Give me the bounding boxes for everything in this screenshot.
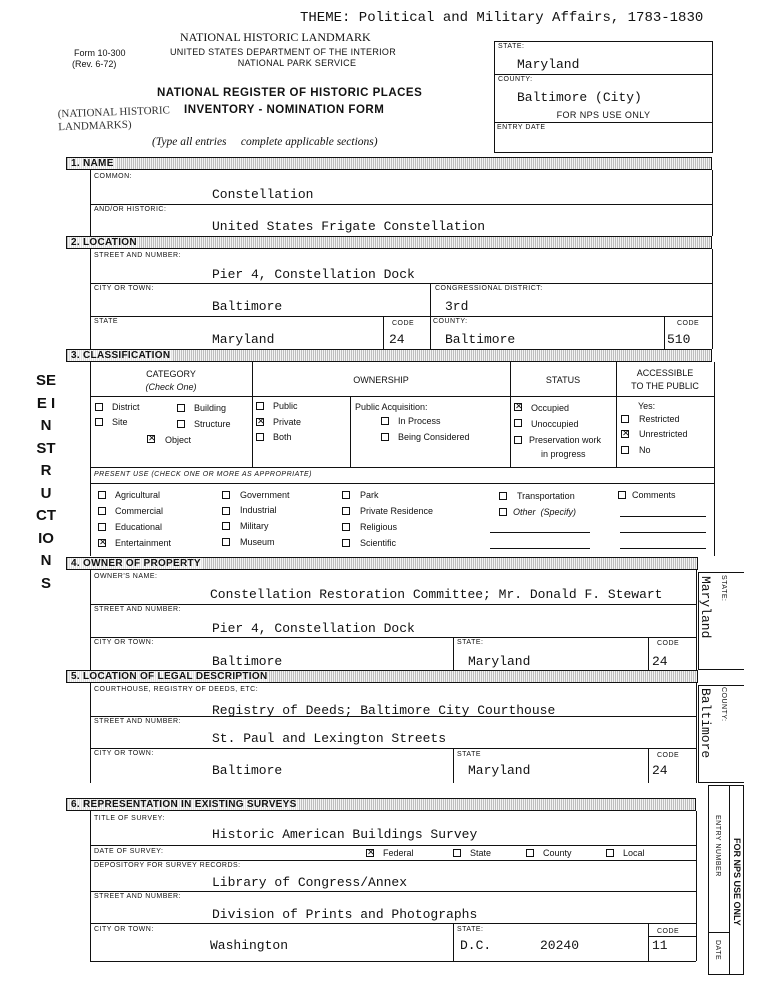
- industrial-checkbox[interactable]: [222, 507, 230, 515]
- historic-name-value: United States Frigate Constellation: [212, 219, 486, 234]
- landmark-stamp: (NATIONAL HISTORIC LANDMARKS): [57, 104, 171, 134]
- location-street-value: Pier 4, Constellation Dock: [212, 267, 415, 282]
- religious-checkbox[interactable]: [342, 523, 350, 531]
- commercial-option: Commercial: [115, 506, 164, 516]
- entry-number-label: ENTRY NUMBER: [714, 815, 721, 877]
- legal-city-label: CITY OR TOWN:: [94, 750, 154, 757]
- nps-county-value: Baltimore (City): [517, 90, 642, 105]
- building-option: Building: [194, 403, 227, 413]
- accessible-label-2: TO THE PUBLIC: [631, 381, 699, 391]
- local-survey-option: Local: [623, 848, 645, 858]
- object-checkbox[interactable]: ✕: [148, 434, 156, 444]
- accessible-yes-label: Yes:: [638, 401, 656, 411]
- federal-option: Federal: [383, 848, 414, 858]
- legal-state-value: Maryland: [468, 763, 531, 778]
- nps-state-label: STATE:: [498, 43, 525, 50]
- military-option: Military: [240, 521, 269, 531]
- scientific-checkbox[interactable]: [342, 539, 350, 547]
- depository-label: DEPOSITORY FOR SURVEY RECORDS:: [94, 862, 241, 869]
- section-2-header: 2. LOCATION: [66, 236, 712, 249]
- nps-use-only: FOR NPS USE ONLY: [556, 110, 651, 120]
- religious-option: Religious: [360, 522, 398, 532]
- legal-street-value: St. Paul and Lexington Streets: [212, 731, 447, 746]
- district-value: 3rd: [445, 299, 469, 314]
- location-state-value: Maryland: [212, 332, 275, 347]
- entry-date-label: ENTRY DATE: [497, 124, 546, 131]
- being-considered-checkbox[interactable]: [381, 433, 389, 441]
- other-checkbox[interactable]: [499, 508, 507, 516]
- educational-option: Educational: [115, 522, 163, 532]
- site-checkbox[interactable]: [95, 418, 103, 426]
- preservation-checkbox[interactable]: [514, 436, 522, 444]
- check-one-label: (Check One): [145, 382, 197, 392]
- building-checkbox[interactable]: [177, 404, 185, 412]
- owner-street-label: STREET AND NUMBER:: [94, 606, 182, 613]
- common-label: COMMON:: [94, 173, 133, 180]
- transportation-checkbox[interactable]: [499, 492, 507, 500]
- scientific-option: Scientific: [360, 538, 397, 548]
- nps-county-label: COUNTY:: [498, 76, 533, 83]
- accessible-label-1: ACCESSIBLE: [636, 368, 694, 378]
- object-option: Object: [165, 435, 192, 445]
- restricted-option: Restricted: [639, 414, 680, 424]
- county-code-label: CODE: [677, 320, 700, 327]
- owner-city-label: CITY OR TOWN:: [94, 639, 154, 646]
- legal-code-value: 24: [652, 763, 668, 778]
- no-access-checkbox[interactable]: [621, 446, 629, 454]
- being-considered-option: Being Considered: [398, 432, 470, 442]
- section-5-header: 5. LOCATION OF LEGAL DESCRIPTION: [66, 670, 698, 683]
- section-6-header: 6. REPRESENTATION IN EXISTING SURVEYS: [66, 798, 696, 811]
- entertainment-checkbox[interactable]: ✕: [99, 538, 107, 548]
- survey-zip-value: 20240: [540, 938, 580, 953]
- type-instructions: (Type all entries complete applicable sections): [152, 136, 378, 148]
- educational-checkbox[interactable]: [98, 523, 106, 531]
- unoccupied-checkbox[interactable]: [514, 419, 522, 427]
- comments-line-2: [620, 532, 706, 533]
- district-checkbox[interactable]: [95, 403, 103, 411]
- government-checkbox[interactable]: [222, 491, 230, 499]
- survey-state-label: STATE:: [457, 926, 484, 933]
- entry-date-side-label: DATE: [714, 940, 721, 961]
- survey-code-value: 11: [652, 938, 668, 953]
- form-number: Form 10-300: [74, 48, 126, 58]
- location-county-value: Baltimore: [445, 332, 516, 347]
- ownership-label: OWNERSHIP: [353, 375, 409, 385]
- form-title: NATIONAL REGISTER OF HISTORIC PLACES: [157, 87, 423, 99]
- museum-checkbox[interactable]: [222, 538, 230, 546]
- historic-label: AND/OR HISTORIC:: [94, 206, 167, 213]
- private-residence-checkbox[interactable]: [342, 507, 350, 515]
- county-code-value: 510: [667, 332, 691, 347]
- industrial-option: Industrial: [240, 505, 277, 515]
- owner-side-state: Maryland: [698, 576, 713, 639]
- unoccupied-option: Unoccupied: [531, 419, 579, 429]
- legal-side-label: COUNTY:: [720, 687, 727, 722]
- see-instructions-side: SEE INSTRUCTIONS: [36, 372, 57, 592]
- occupied-checkbox[interactable]: ✕: [515, 402, 523, 412]
- district-option: District: [112, 402, 140, 412]
- local-survey-checkbox[interactable]: [606, 849, 614, 857]
- private-residence-option: Private Residence: [360, 506, 434, 516]
- landmark-title: NATIONAL HISTORIC LANDMARK: [180, 30, 371, 44]
- courthouse-label: COURTHOUSE, REGISTRY OF DEEDS, ETC:: [94, 686, 259, 693]
- district-label: CONGRESSIONAL DISTRICT:: [435, 285, 543, 292]
- restricted-checkbox[interactable]: [621, 415, 629, 423]
- location-street-label: STREET AND NUMBER:: [94, 252, 182, 259]
- site-option: Site: [112, 417, 128, 427]
- survey-city-label: CITY OR TOWN:: [94, 926, 154, 933]
- location-city-value: Baltimore: [212, 299, 283, 314]
- survey-title-value: Historic American Buildings Survey: [212, 827, 478, 842]
- owner-name-value: Constellation Restoration Committee; Mr. Donald F. Stewart: [210, 587, 663, 602]
- government-option: Government: [240, 490, 290, 500]
- legal-code-label: CODE: [657, 752, 680, 759]
- legal-city-value: Baltimore: [212, 763, 283, 778]
- owner-state-label: STATE:: [457, 639, 484, 646]
- comments-line-3: [620, 548, 706, 549]
- other-option: Other (Specify): [513, 507, 577, 517]
- agency-line: NATIONAL PARK SERVICE: [237, 58, 357, 68]
- no-access-option: No: [639, 445, 651, 455]
- state-code-value: 24: [389, 332, 405, 347]
- both-checkbox[interactable]: [256, 433, 264, 441]
- survey-state-value: D.C.: [460, 938, 492, 953]
- section-1-header: 1. NAME: [66, 157, 712, 170]
- state-survey-checkbox[interactable]: [453, 849, 461, 857]
- unrestricted-checkbox[interactable]: ✕: [622, 429, 630, 439]
- owner-name-label: OWNER'S NAME:: [94, 573, 158, 580]
- legal-state-label: STATE: [457, 751, 482, 758]
- owner-code-label: CODE: [657, 640, 680, 647]
- owner-street-value: Pier 4, Constellation Dock: [212, 621, 415, 636]
- survey-street-value: Division of Prints and Photographs: [212, 907, 478, 922]
- in-process-checkbox[interactable]: [381, 417, 389, 425]
- agricultural-option: Agricultural: [115, 490, 161, 500]
- structure-checkbox[interactable]: [177, 420, 185, 428]
- unrestricted-option: Unrestricted: [639, 429, 688, 439]
- location-city-label: CITY OR TOWN:: [94, 285, 154, 292]
- depository-value: Library of Congress/Annex: [212, 875, 408, 890]
- transportation-option: Transportation: [517, 491, 575, 501]
- public-acquisition-label: Public Acquisition:: [355, 402, 428, 412]
- section-4-header: 4. OWNER OF PROPERTY: [66, 557, 698, 570]
- nps-state-value: Maryland: [517, 57, 580, 72]
- comments-checkbox[interactable]: [618, 491, 626, 499]
- nps-side-label: FOR NPS USE ONLY: [732, 838, 742, 926]
- survey-date-label: DATE OF SURVEY:: [94, 848, 164, 855]
- private-checkbox[interactable]: ✕: [257, 417, 265, 427]
- preservation-option-line2: in progress: [541, 449, 586, 459]
- county-survey-option: County: [543, 848, 572, 858]
- military-checkbox[interactable]: [222, 522, 230, 530]
- owner-code-value: 24: [652, 654, 668, 669]
- museum-option: Museum: [240, 537, 275, 547]
- location-county-label: COUNTY:: [433, 318, 468, 325]
- state-survey-option: State: [470, 848, 492, 858]
- county-survey-checkbox[interactable]: [526, 849, 534, 857]
- survey-title-label: TITLE OF SURVEY:: [94, 815, 165, 822]
- legal-street-label: STREET AND NUMBER:: [94, 718, 182, 725]
- present-use-label: PRESENT USE (CHECK ONE OR MORE AS APPROPRIATE): [94, 471, 312, 478]
- location-state-label: STATE: [94, 318, 119, 325]
- legal-side-county: Baltimore: [698, 688, 713, 759]
- comments-option: Comments: [632, 490, 676, 500]
- other-line-1: [490, 532, 590, 533]
- form-subtitle: INVENTORY - NOMINATION FORM: [184, 104, 385, 116]
- private-option: Private: [273, 417, 302, 427]
- category-label: CATEGORY: [146, 369, 196, 379]
- section-3-header: 3. CLASSIFICATION: [66, 349, 712, 362]
- common-name-value: Constellation: [212, 187, 314, 202]
- in-process-option: In Process: [398, 416, 441, 426]
- both-option: Both: [273, 432, 292, 442]
- other-line-2: [490, 548, 590, 549]
- owner-side-label: STATE:: [720, 575, 727, 602]
- courthouse-value: Registry of Deeds; Baltimore City Courthouse: [212, 703, 556, 718]
- commercial-checkbox[interactable]: [98, 507, 106, 515]
- owner-state-value: Maryland: [468, 654, 531, 669]
- park-checkbox[interactable]: [342, 491, 350, 499]
- entertainment-option: Entertainment: [115, 538, 172, 548]
- park-option: Park: [360, 490, 379, 500]
- public-checkbox[interactable]: [256, 402, 264, 410]
- federal-checkbox[interactable]: ✕: [367, 848, 375, 858]
- theme-line: THEME: Political and Military Affairs, 1783-1830: [300, 10, 704, 26]
- public-option: Public: [273, 401, 298, 411]
- state-code-label: CODE: [392, 320, 415, 327]
- preservation-option: Preservation work: [529, 435, 602, 445]
- agricultural-checkbox[interactable]: [98, 491, 106, 499]
- status-label: STATUS: [545, 375, 581, 385]
- survey-city-value: Washington: [210, 938, 289, 953]
- survey-street-label: STREET AND NUMBER:: [94, 893, 182, 900]
- comments-line-1: [620, 516, 706, 517]
- department-line: UNITED STATES DEPARTMENT OF THE INTERIOR: [170, 47, 397, 57]
- structure-option: Structure: [194, 419, 231, 429]
- owner-city-value: Baltimore: [212, 654, 283, 669]
- survey-code-label: CODE: [657, 928, 680, 935]
- occupied-option: Occupied: [531, 403, 570, 413]
- form-revision: (Rev. 6-72): [72, 59, 117, 69]
